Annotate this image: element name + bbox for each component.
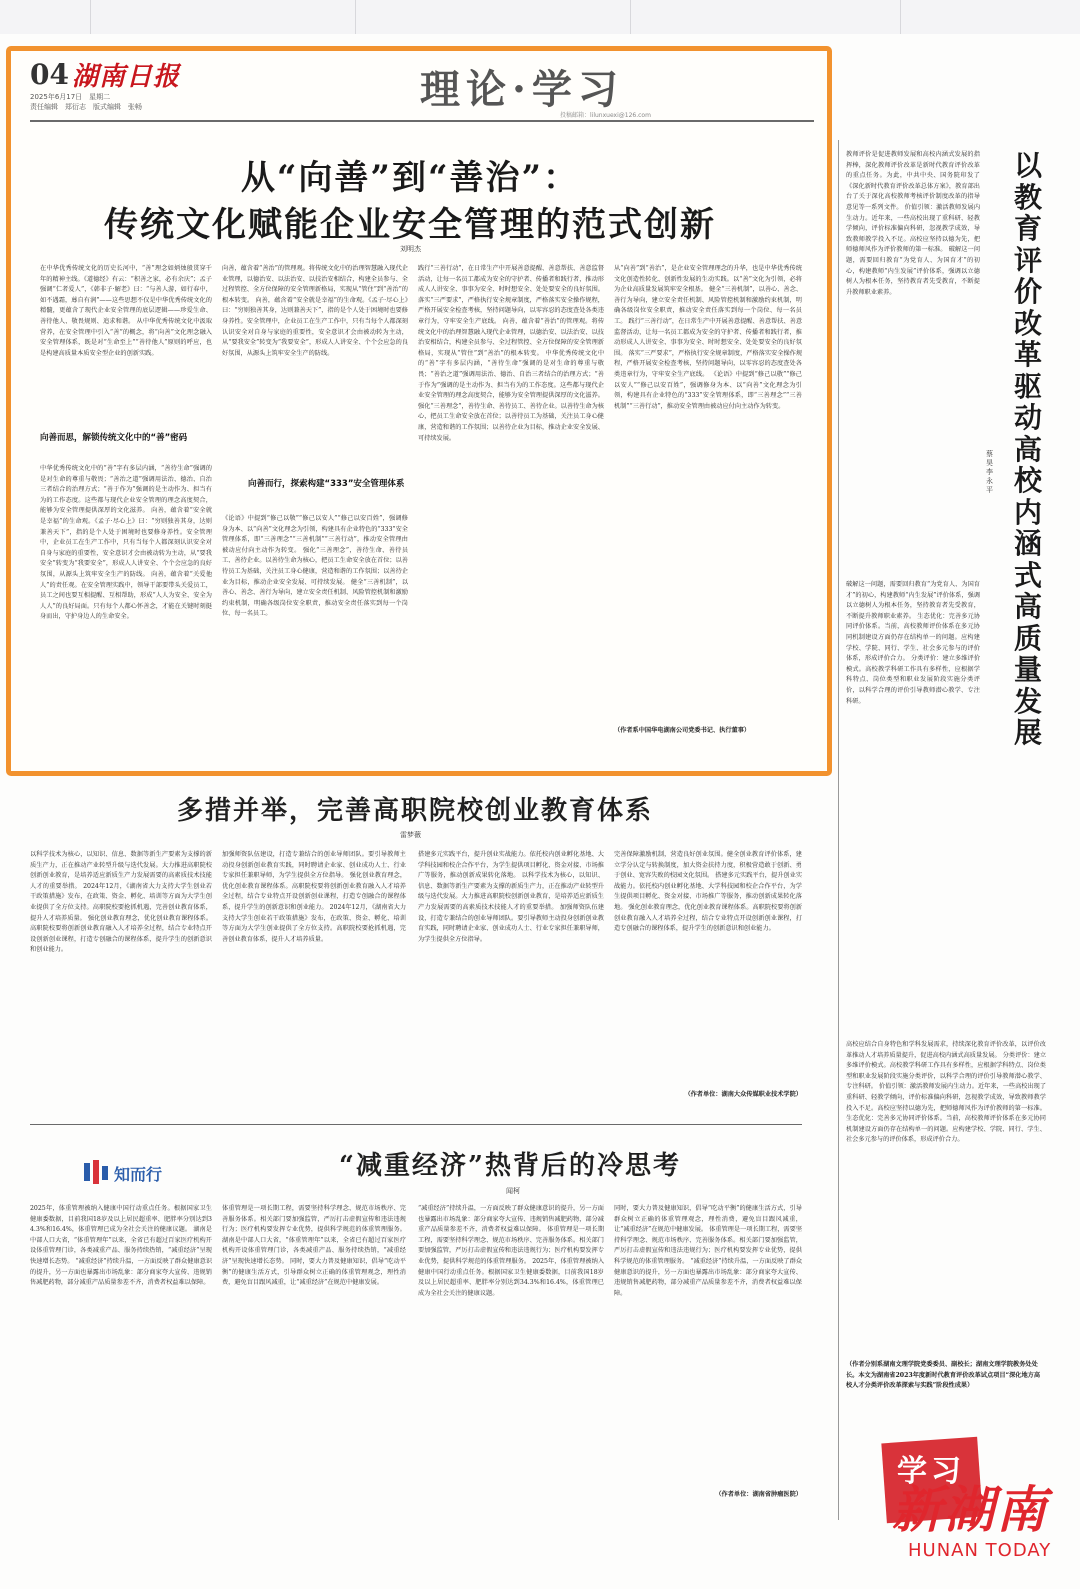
article2-paragraph-text: 以科学技术为核心，以知识、信息、数据等新生产要素为支撑的新质生产力，正在推动产业转型升级与迭代发展。大力推进高职院校创新创业教育，是培养适应新质生产力发展需要的高素质技术技能人才的重要举措。 — [418, 872, 604, 911]
article3-paragraph-text: 体重管理是一项长期工程，需要坚持科学理念、规范市场秩序、完善服务体系。相关部门要加强监管，严厉打击虚假宣传和违法违规行为；医疗机构要发挥专业优势，提供科学规范的体重管理服务。 — [222, 1205, 406, 1234]
editors-line: 责任编辑 郑衍志 版式编辑 张畅 — [30, 103, 142, 111]
article3-paragraph-text: “减重经济”持续升温，一方面反映了群众健康意识的提升，另一方面也暴露出市场乱象：部分商家夸大宣传、违规销售减肥药物，部分减重产品质量参差不齐，消费者权益难以保障。 — [614, 1257, 802, 1297]
article2-paragraph-text: 搭建多元实践平台，提升创业实战能力。依托校内创业孵化基地、大学科技园和校企合作平台，为学生提供项目孵化、资金对接、市场推广等服务，推动创新成果转化落地。 — [418, 851, 604, 880]
article1-paragraph-text: 《论语》中提到“修己以敬”“修己以安人”“修己以安百姓”，强调修身为本、以“向善”文化理念为引领，构建具有企业特色的“333”安全管理体系，即“三善理念”“三善机制”“三善行动”，推动安全管理由被动应付向主动作为转变。 — [222, 515, 408, 554]
article4-paragraph — [846, 150, 980, 570]
article4-paragraph-text: 价值引领：激活教师发展内生动力。近年来，一些高校出现了重科研、轻教学倾向，评价标准偏向科研，忽视教学成效，导致教师教学投入不足。高校应坚持以德为先，把师德师风作为评价教师的第一标准。 — [846, 203, 980, 254]
toolbar-divider — [355, 0, 356, 34]
article1-paragraph-text: 落实“三严要求”，严格执行安全规章制度，严格落实安全操作规程，严格开展安全检查考核，坚持问题导向，以零容忍的态度查处各类违章行为，守牢安全生产底线。 — [614, 349, 802, 378]
article1-paragraph-text: 中华优秀传统文化中的“善”字有多层内涵，“善待生命”强调的是对生命的尊重与敬畏；“善治之道”强调用法治、德治、自治三者结合的治理方式；“善于作为”强调的是主动作为、担当有为的工作态度。这些都与现代企业安全管理的理念高度契合，能够为安全管理提供深厚的文化滋养。 — [418, 349, 604, 400]
section-divider — [30, 1124, 802, 1125]
zhi-er-xing-badge — [82, 1160, 163, 1188]
hunan-today-logo-text: HUNAN TODAY — [908, 1540, 1052, 1561]
article4-paragraph-text: 分类评价：建立多维评价模式。高校教学科研工作具有多样性，应根据学科特点、岗位类型和职业发展阶段实施分类评价，以科学合理的评价引导教师潜心教学、专注科研。 — [846, 655, 980, 705]
article1-paragraph-text: 向善，蕴含着“善治”的管理观。将传统文化中的治理智慧融入现代企业管理，以德治安、以法治安、以技治安相结合，构建全员参与、全过程管控、全方位保障的安全管理新格局，实现从“管住”到“善治”的根本转变。 — [222, 265, 408, 304]
article1-paragraph-text: 《论语》中提到“修己以敬”“修己以安人”“修己以安百姓”，强调修身为本、以“向善”文化理念为引领，构建具有企业特色的“333”安全管理体系，即“三善理念”“三善机制”“三善行动”，推动安全管理由被动应付向主动作为转变。 — [614, 370, 802, 410]
article1-paragraph — [222, 514, 408, 754]
article1-paragraph-text: 践行“三善行动”，在日常生产中开展善意提醒、善意帮扶、善意监督活动，让每一名员工都成为安全的守护者、传播者和践行者，推动形成人人讲安全、事事为安全、时时想安全、处处要安全的良好氛围。 — [418, 265, 604, 294]
article3-paragraph-text: 同时，要大力普及健康知识，倡导“吃动平衡”的健康生活方式，引导群众树立正确的体重管理观念，理性消费，避免盲目跟风减重，让“减重经济”在规范中健康发展。 — [222, 1257, 406, 1287]
article3-headline: “减重经济”热背后的冷思考 — [339, 1151, 681, 1181]
article4-paragraph-text: 生态优化：完善多元协同评价体系。当前，高校教师评价体系在多元协同机制建设方面仍存在结构单一的问题。应构建学校、学院、同行、学生、社会多元参与的评价体系，形成评价合力。 — [846, 1115, 1046, 1144]
column-divider — [838, 140, 839, 1520]
article3-paragraph-text: 体重管理是一项长期工程，需要坚持科学理念、规范市场秩序、完善服务体系。相关部门要加强监管，严厉打击虚假宣传和违法违规行为；医疗机构要发挥专业优势，提供科学规范的体重管理服务。 — [418, 1226, 604, 1265]
article1-paragraph-text: 从“向善”到“善治”，是企业安全管理理念的升华，也是中华优秀传统文化创造性转化、创新性发展的生动实践。以“善”文化为引领，必将为企业高质量发展筑牢安全根基。 — [614, 265, 802, 294]
toolbar-divider — [630, 0, 631, 34]
section-title: 理论·学习 — [420, 66, 624, 113]
date-line: 2025年6月17日 星期二 — [30, 93, 111, 101]
article1-paragraph — [222, 264, 408, 474]
article1-headline-line2: 传统文化赋能企业安全管理的范式创新 — [104, 205, 716, 245]
article1-author-note: （作者系中国华电湖南公司党委书记、执行董事） — [614, 727, 751, 734]
article4-paragraph-text: 破解这一问题，需要回归教育“为党育人、为国育才”的初心，构建教师“内生发展”评价体系，强调以立德树人为根本任务，坚持教育者先受教育，不断提升教师职业素养。 — [846, 246, 980, 296]
article1-subhead1: 向善而思，解锁传统文化中的“善”密码 — [40, 433, 188, 443]
toolbar-divider — [900, 0, 901, 34]
article3-paragraph — [418, 1204, 604, 1504]
article4-author: 蔡昊 李永平 — [986, 450, 1000, 494]
article3-paragraph-text: 体重管理是一项长期工程，需要坚持科学理念、规范市场秩序、完善服务体系。相关部门要加强监管，严厉打击虚假宣传和违法违规行为；医疗机构要发挥专业优势，提供科学规范的体重管理服务。 — [614, 1226, 802, 1265]
masthead-meta — [30, 92, 142, 112]
article2-paragraph — [614, 850, 802, 1086]
page-number: 04 — [30, 58, 69, 91]
article4-paragraph-text: 价值引领：激活教师发展内生动力。近年来，一些高校出现了重科研、轻教学倾向，评价标准偏向科研，忽视教学成效，导致教师教学投入不足。高校应坚持以德为先，把师德师风作为评价教师的第一标准。 — [846, 1083, 1046, 1112]
article3-paragraph — [222, 1204, 406, 1504]
article4-paragraph-text: 破解这一问题，需要回归教育“为党育人、为国育才”的初心，构建教师“内生发展”评价体系，强调以立德树人为根本任务，坚持教育者先受教育，不断提升教师职业素养。 — [846, 581, 980, 620]
article1-paragraph — [40, 264, 212, 426]
article1-paragraph — [418, 264, 604, 754]
article1-paragraph-text: 向善，蕴含着“善治”的管理观。将传统文化中的治理智慧融入现代企业管理，以德治安、以法治安、以技治安相结合，构建全员参与、全过程管控、全方位保障的安全管理新格局，实现从“管住”到“善治”的根本转变。 — [418, 317, 604, 357]
article1-headline-line1: 从“向善”到“善治”： — [240, 158, 580, 198]
article2-paragraph-text: 搭建多元实践平台，提升创业实战能力。依托校内创业孵化基地、大学科技园和校企合作平台，为学生提供项目孵化、资金对接、市场推广等服务，推动创新成果转化落地。 — [614, 872, 802, 911]
article3-paragraph — [614, 1204, 802, 1484]
article4-paragraph-text: 分类评价：建立多维评价模式。高校教学科研工作具有多样性，应根据学科特点、岗位类型和职业发展阶段实施分类评价，以科学合理的评价引导教师潜心教学、专注科研。 — [846, 1051, 1046, 1091]
article1-paragraph-text: 落实“三严要求”，严格执行安全规章制度，严格落实安全操作规程，严格开展安全检查考核，坚持问题导向，以零容忍的态度查处各类违章行为，守牢安全生产底线。 — [418, 296, 604, 325]
article1-paragraph-text: 健全“三善机制”，以善心、善念、善行为导向，建立安全责任机制、风险管控机制和激励约束机制，明确各级岗位安全职责，推动安全责任落实到每一个岗位、每一名员工。 — [222, 578, 408, 618]
article1-paragraph-text: 向善，蕴含着“安全就是幸福”的生命观。《孟子·尽心上》曰：“穷则独善其身，达则兼善天下”，指的是个人处于困境时也要修身养性。安全管理中，企业员工在生产工作中，只有当每个人都深刻认识安全对自身与家庭的重要性，安全意识才会由被动转为主动，从“要我安全”转变为“我要安全”，形成人人讲安全、个个会应急的良好氛围，从源头上筑牢安全生产的防线。 — [222, 296, 408, 357]
article3-paragraph-text: 2025年，体重管理被纳入健康中国行动重点任务。根据国家卫生健康委数据，目前我国18岁及以上居民超重率、肥胖率分别达到34.3%和16.4%，体重管理已成为全社会关注的健康议题。 — [30, 1205, 212, 1234]
article4-paragraph-text: 生态优化：完善多元协同评价体系。当前，高校教师评价体系在多元协同机制建设方面仍存在结构单一的问题。应构建学校、学院、同行、学生、社会多元参与的评价体系，形成评价合力。 — [846, 612, 980, 663]
article2-author: 雷梦薇 — [400, 831, 421, 839]
article1-paragraph-text: 在中华优秀传统文化的历史长河中，“善”理念如炳烛般贯穿千年的精神主线。《道德经》有云：“积善之家，必有余庆”；孟子强调“仁者爱人”，《韩非子·解老》曰：“与善人游，如行春中，如不遇霜，蓐自有润”——这些思想不仅是中华优秀传统文化的精髓，更蕴含了现代企业安全管理的底层逻辑——珍爱生命、善待他人、敬畏规则、追求和谐。 — [40, 265, 212, 325]
article2-paragraph-text: 加强师资队伍建设，打造专兼结合的创业导师团队。要引导教师主动投身创新创业教育实践，同时聘请企业家、创业成功人士、行业专家担任兼职导师，为学生提供全方位指导。 — [418, 903, 604, 943]
article2-paragraph — [418, 850, 604, 1100]
article3-paragraph-text: 2025年，体重管理被纳入健康中国行动重点任务。根据国家卫生健康委数据，目前我国18岁及以上居民超重率、肥胖率分别达到34.3%和16.4%，体重管理已成为全社会关注的健康议题。 — [418, 1257, 604, 1297]
article1-paragraph-text: 践行“三善行动”，在日常生产中开展善意提醒、善意帮扶、善意监督活动，让每一名员工都成为安全的守护者、传播者和践行者，推动形成人人讲安全、事事为安全、时时想安全、处处要安全的良好氛围。 — [614, 317, 802, 357]
article3-paragraph-text: “减重经济”持续升温，一方面反映了群众健康意识的提升，另一方面也暴露出市场乱象：部分商家夸大宣传、违规销售减肥药物，部分减重产品质量参差不齐，消费者权益难以保障。 — [418, 1205, 604, 1234]
article3-paragraph-text: 同时，要大力普及健康知识，倡导“吃动平衡”的健康生活方式，引导群众树立正确的体重管理观念，理性消费，避免盲目跟风减重，让“减重经济”在规范中健康发展。 — [614, 1205, 802, 1234]
article1-paragraph-text: 从中华优秀传统文化中汲取营养，在安全管理中引入“善”的概念，将“向善”文化理念融入安全管理体系，既是对“生命至上”“善待他人”原则的呼应，也是构建高质量本质安全型企业的创新实践。 — [40, 317, 212, 357]
brand-icon — [82, 1160, 112, 1184]
masthead-rule — [30, 120, 814, 122]
article2-paragraph-text: 强化创业教育理念，优化创业教育课程体系。高职院校要将创新创业教育融入人才培养全过程，结合专业特点开设创新创业课程，打造专创融合的课程体系，提升学生的创新意识和创业能力。 — [222, 872, 406, 911]
article2-paragraph — [222, 850, 406, 1100]
section-email: 投稿邮箱：lilunxuexi@126.com — [560, 112, 651, 119]
article1-author: 刘明杰 — [400, 245, 421, 253]
article2-paragraph-text: 完善保障激励机制，营造良好创业氛围。健全创业教育评价体系，建立学分认定与转换制度，加大资金扶持力度，积极营造敢于创新、勇于创业、宽容失败的校园文化氛围。 — [614, 851, 802, 880]
article3-paragraph-text: 湖南是中部人口大省，“体重管理年”以来，全省已有超过百家医疗机构开设体重管理门诊，各类减重产品、服务持续热销，“减重经济”呈现快速增长态势。 — [30, 1226, 212, 1265]
article1-paragraph — [40, 464, 212, 754]
article3-paragraph — [30, 1204, 212, 1504]
paper-name-logo: 湖南日报 — [72, 62, 181, 92]
article4-headline: 以教育评价改革驱动高校内涵式高质量发展 — [1013, 149, 1042, 749]
article1-paragraph-text: 向善，蕴含着“安全就是幸福”的生命观。《孟子·尽心上》曰：“穷则独善其身，达则兼善天下”，指的是个人处于困境时也要修身养性。安全管理中，企业员工在生产工作中，只有当每个人都深刻认识安全对自身与家庭的重要性，安全意识才会由被动转为主动，从“要我安全”转变为“我要安全”，形成人人讲安全、个个会应急的良好氛围，从源头上筑牢安全生产的防线。 — [40, 507, 212, 578]
article1-paragraph-text: 中华优秀传统文化中的“善”字有多层内涵，“善待生命”强调的是对生命的尊重与敬畏；“善治之道”强调用法治、德治、自治三者结合的治理方式；“善于作为”强调的是主动作为、担当有为的工作态度。这些都与现代企业安全管理的理念高度契合，能够为安全管理提供深厚的文化滋养。 — [40, 465, 212, 515]
article2-paragraph-text: 强化创业教育理念，优化创业教育课程体系。高职院校要将创新创业教育融入人才培养全过程，结合专业特点开设创新创业课程，打造专创融合的课程体系，提升学生的创新意识和创业能力。 — [614, 903, 802, 933]
article2-paragraph — [30, 850, 212, 1100]
new-hunan-logo: 新湖南 — [892, 1480, 1048, 1539]
viewer-toolbar — [0, 0, 1080, 35]
article2-author-note: （作者单位：湖南大众传媒职业技术学院） — [684, 1091, 802, 1098]
article3-paragraph-text: “减重经济”持续升温，一方面反映了群众健康意识的提升，另一方面也暴露出市场乱象：部分商家夸大宣传、违规销售减肥药物，部分减重产品质量参差不齐，消费者权益难以保障。 — [30, 1257, 212, 1287]
article1-paragraph-text: 强化“三善理念”，善待生命、善待员工、善待企业。以善待生命为核心，把员工生命安全放在首位；以善待员工为基础，关注员工身心健康，营造和谐的工作氛围；以善待企业为目标，推动企业安全发展、可持续发展。 — [418, 402, 604, 442]
article1-paragraph-text: 向善，蕴含着“关爱他人”的责任观。在安全管理实践中，领导干部要带头关爱员工，员工之间也要互相提醒、互相帮助，形成“人人为安全、安全为人人”的良好局面。只有每个人都心怀善念，才能在关键时刻挺身而出，守护身边人的生命安全。 — [40, 570, 212, 621]
article3-paragraph-text: 湖南是中部人口大省，“体重管理年”以来，全省已有超过百家医疗机构开设体重管理门诊，各类减重产品、服务持续热销，“减重经济”呈现快速增长态势。 — [222, 1236, 406, 1265]
article2-paragraph-text: 2024年12月，《湖南省大力支持大学生创业若干政策措施》发布，在政策、资金、孵化、培训等方面为大学生创业提供了全方位支持。高职院校要抢抓机遇，完善创业教育体系，提升人才培养质量。 — [222, 903, 406, 943]
article4-author-note: （作者分别系湖南文理学院党委委员、副校长；湖南文理学院教务处处长。本文为湖南省2023年度新时代教育评价改革试点项目“深化地方高校人才分类评价改革探索与实践”阶段性成果） — [846, 1361, 1041, 1390]
article2-paragraph-text: 2024年12月，《湖南省大力支持大学生创业若干政策措施》发布，在政策、资金、孵化、培训等方面为大学生创业提供了全方位支持。高职院校要抢抓机遇，完善创业教育体系，提升人才培养质量。 — [30, 882, 212, 922]
article4-paragraph — [846, 1040, 1046, 1356]
article1-paragraph-text: 强化“三善理念”，善待生命、善待员工、善待企业。以善待生命为核心，把员工生命安全放在首位；以善待员工为基础，关注员工身心健康，营造和谐的工作氛围；以善待企业为目标，推动企业安全发展、可持续发展。 — [222, 546, 408, 586]
brand-label: 知而行 — [114, 1165, 163, 1184]
article2-paragraph-text: 加强师资队伍建设，打造专兼结合的创业导师团队。要引导教师主动投身创新创业教育实践，同时聘请企业家、创业成功人士、行业专家担任兼职导师，为学生提供全方位指导。 — [222, 851, 406, 880]
article1-paragraph-text: 健全“三善机制”，以善心、善念、善行为导向，建立安全责任机制、风险管控机制和激励约束机制，明确各级岗位安全职责，推动安全责任落实到每一个岗位、每一名员工。 — [614, 286, 802, 325]
article3-author-note: （作者单位：湖南省肿瘤医院） — [715, 1491, 802, 1498]
article1-paragraph — [614, 264, 802, 724]
toolbar-divider — [90, 0, 91, 34]
xuexi-stamp-text: 学习 — [897, 1454, 965, 1489]
article2-paragraph-text: 以科学技术为核心，以知识、信息、数据等新生产要素为支撑的新质生产力，正在推动产业转型升级与迭代发展。大力推进高职院校创新创业教育，是培养适应新质生产力发展需要的高素质技术技能人才的重要举措。 — [30, 851, 212, 890]
article3-author: 闻柯 — [506, 1187, 520, 1195]
article2-paragraph-text: 强化创业教育理念，优化创业教育课程体系。高职院校要将创新创业教育融入人才培养全过程，结合专业特点开设创新创业课程，打造专创融合的课程体系，提升学生的创新意识和创业能力。 — [30, 914, 212, 954]
article4-paragraph-text: 教师评价是促进教师发展和高校内涵式发展的指挥棒，深化教师评价改革是新时代教育评价改革的重点任务。为此，中共中央、国务院印发了《深化新时代教育评价改革总体方案》，教育部出台了关于深化高校教师考核评价制度改革的指导意见等一系列文件。 — [846, 151, 980, 211]
article4-paragraph-text: 高校应结合自身特色和学科发展需求，持续深化教育评价改革，以评价改革推动人才培养质量提升，促进高校内涵式高质量发展。 — [846, 1041, 1046, 1059]
article2-headline: 多措并举，完善高职院校创业教育体系 — [176, 796, 653, 826]
article4-paragraph — [846, 580, 980, 1030]
article1-subhead2: 向善而行，探索构建“333”安全管理体系 — [248, 479, 405, 489]
